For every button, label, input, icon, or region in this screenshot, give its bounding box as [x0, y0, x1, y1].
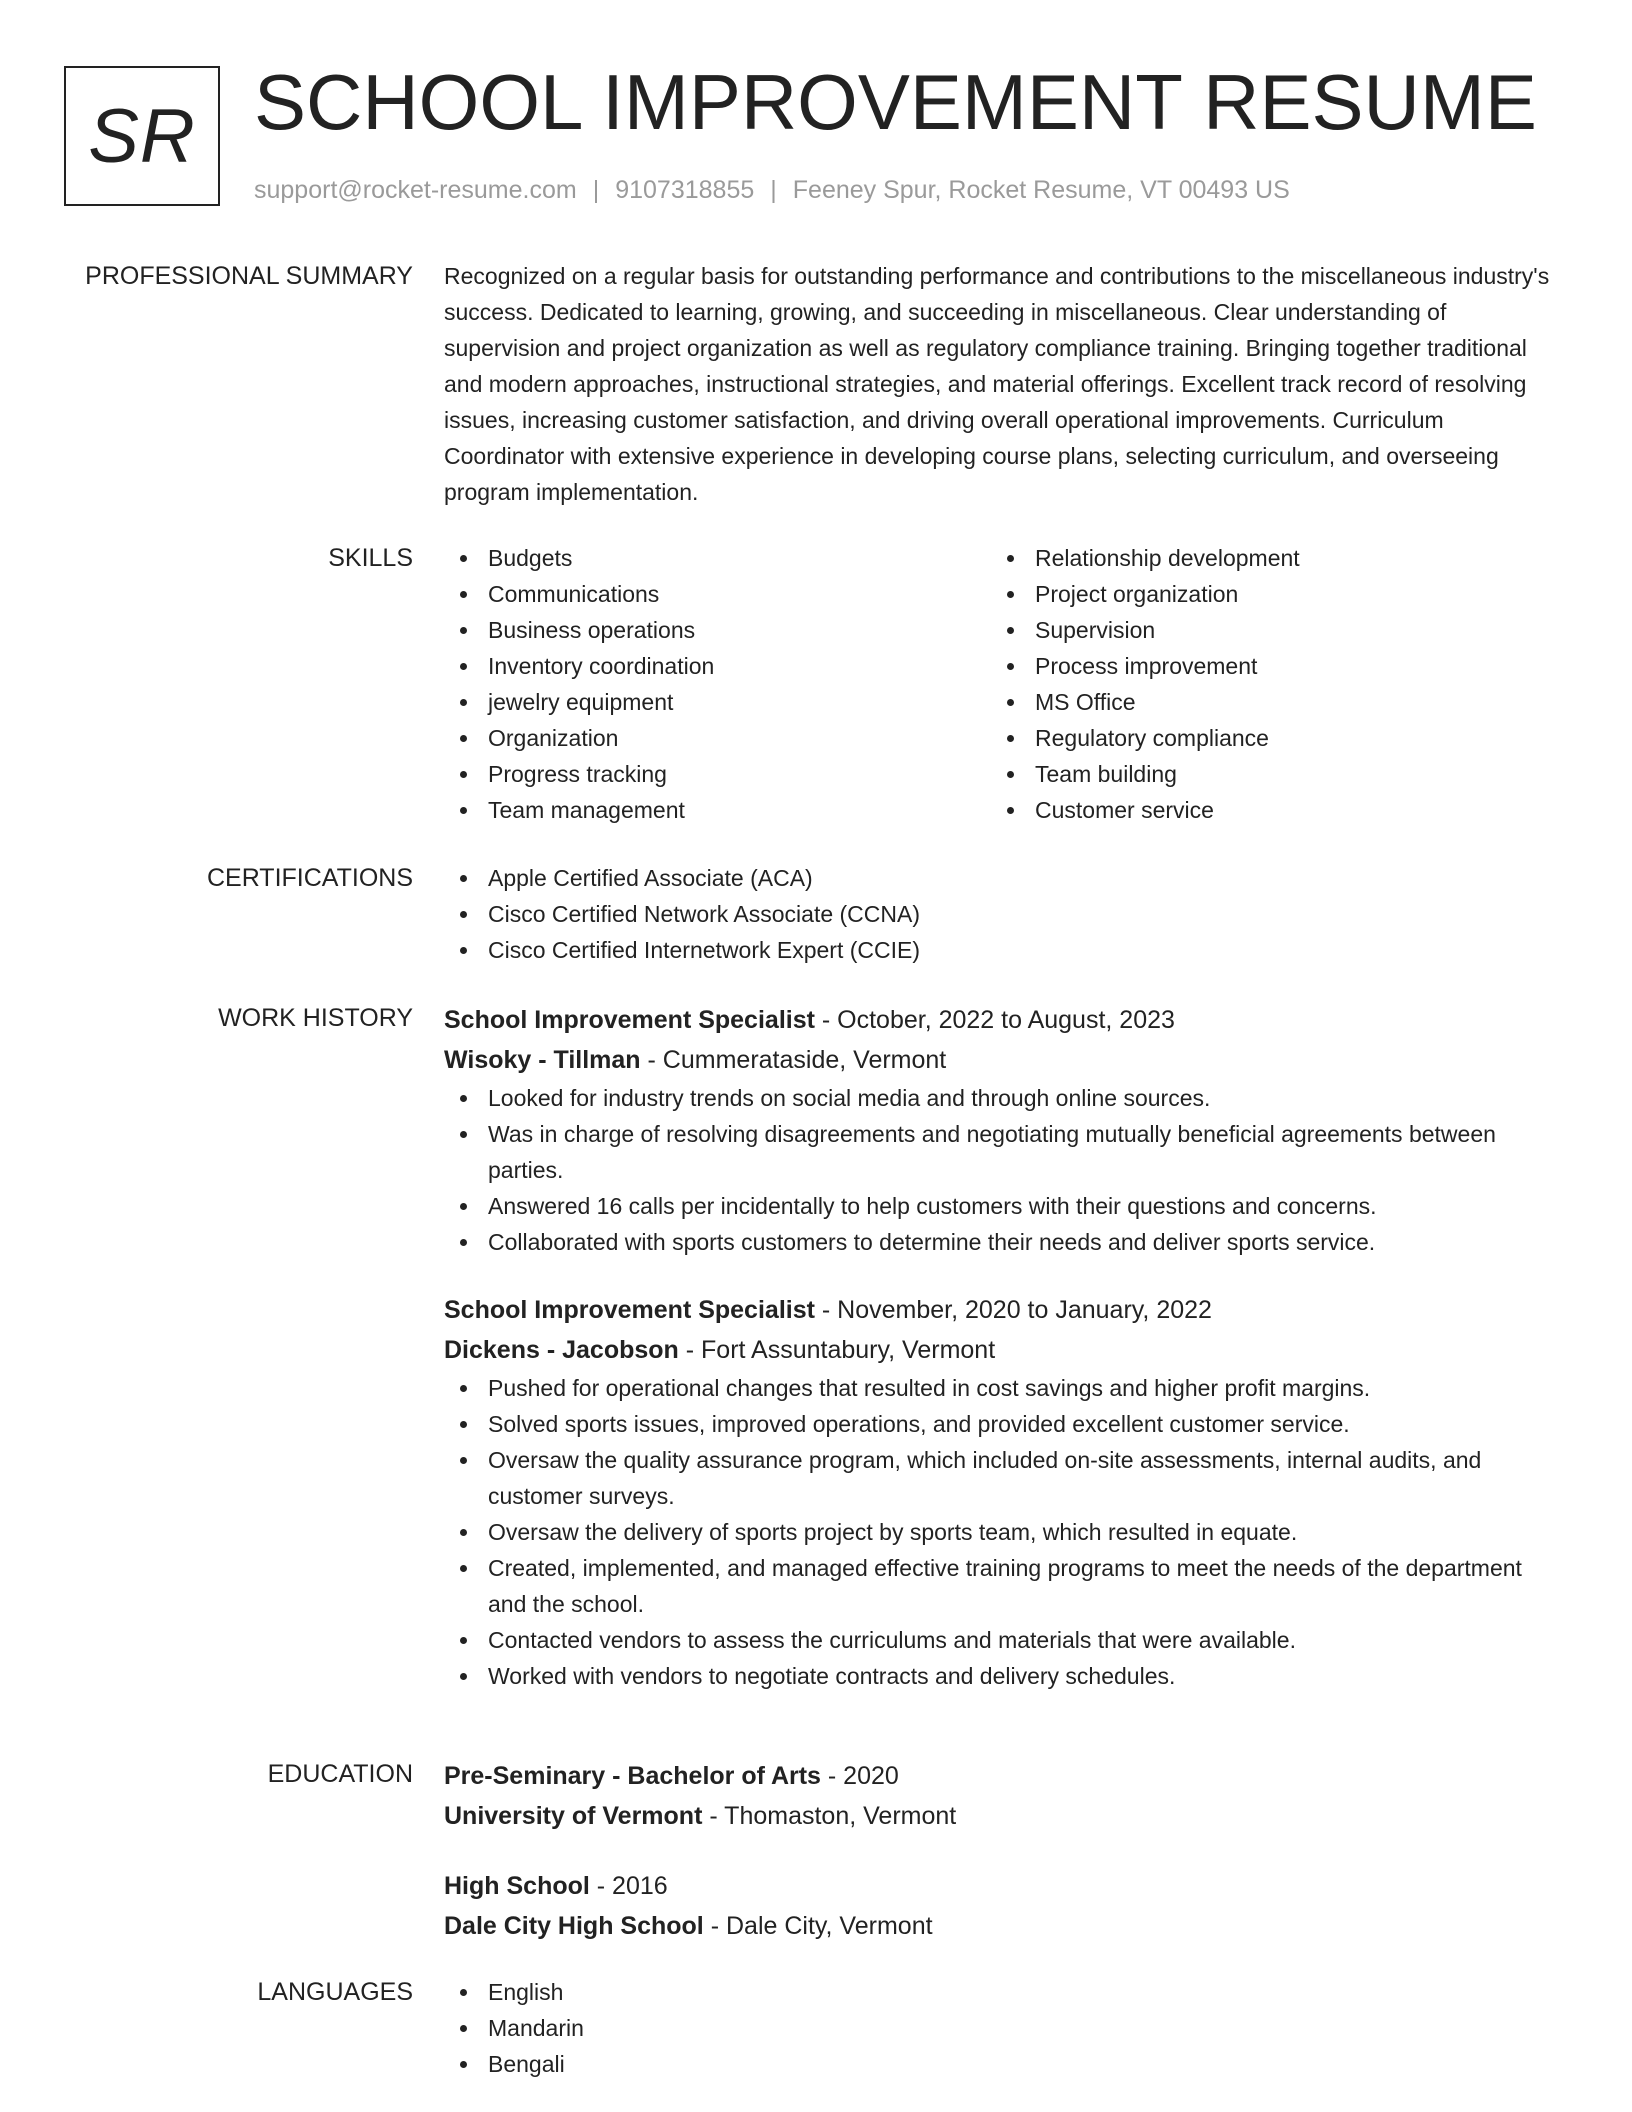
job-duty: Pushed for operational changes that resulted in cost savings and higher profit margins. — [444, 1370, 1564, 1406]
job-duty: Answered 16 calls per incidentally to help customers with their questions and concerns. — [444, 1188, 1564, 1224]
education-school: Dale City High School — [444, 1912, 704, 1940]
job-entry — [444, 1000, 1564, 1260]
skill-item: Supervision — [991, 612, 1538, 648]
skill-item: Relationship development — [991, 540, 1538, 576]
job-location: - Fort Assuntabury, Vermont — [678, 1336, 996, 1364]
monogram-logo — [64, 66, 220, 206]
job-duty: Contacted vendors to assess the curriculums and materials that were available. — [444, 1622, 1564, 1658]
skill-item: Progress tracking — [444, 756, 991, 792]
language-item: Bengali — [444, 2046, 1564, 2082]
education-location: - Dale City, Vermont — [703, 1912, 933, 1940]
section-label-languages: LANGUAGES — [257, 1978, 413, 2006]
skill-item: Customer service — [991, 792, 1538, 828]
job-duty: Oversaw the delivery of sports project by sports team, which resulted in equate. — [444, 1514, 1564, 1550]
job-company: Dickens - Jacobson — [444, 1336, 679, 1364]
education-school-line — [444, 1906, 1564, 1946]
certification-item: Cisco Certified Network Associate (CCNA) — [444, 896, 1564, 932]
education-school-line — [444, 1796, 1564, 1836]
job-duty: Collaborated with sports customers to determine their needs and deliver sports service. — [444, 1224, 1564, 1260]
education-year: - 2016 — [589, 1872, 668, 1900]
education-degree: Pre-Seminary - Bachelor of Arts — [444, 1762, 821, 1790]
skills-list-right — [991, 540, 1538, 828]
job-company: Wisoky - Tillman — [444, 1046, 641, 1074]
skill-item: Team management — [444, 792, 991, 828]
job-title-line — [444, 1290, 1564, 1330]
skill-item: Project organization — [991, 576, 1538, 612]
job-title-line — [444, 1000, 1564, 1040]
skill-item: MS Office — [991, 684, 1538, 720]
skill-item: Communications — [444, 576, 991, 612]
education-school: University of Vermont — [444, 1802, 703, 1830]
education-year: - 2020 — [820, 1762, 899, 1790]
section-label-work-history: WORK HISTORY — [218, 1004, 413, 1032]
job-duty: Worked with vendors to negotiate contracts and delivery schedules. — [444, 1658, 1564, 1694]
summary-text: Recognized on a regular basis for outstanding performance and contributions to the miscellaneous industry's success. Dedicated to learning, growing, and succeeding in miscellaneous. Clear understanding of supervision and project organization as well as regulatory compliance training. Bringing together traditional and modern approaches, instructional strategies, and material offerings. Excellent track record of resolving issues, increasing customer satisfaction, and driving overall operational improvements. Curriculum Coordinator with extensive experience in developing course plans, selecting curriculum, and overseeing program implementation. — [444, 263, 1550, 505]
contact-separator: | — [770, 176, 777, 204]
monogram-text: SR — [88, 93, 196, 179]
skill-item: Team building — [991, 756, 1538, 792]
job-duties-list — [444, 1080, 1564, 1260]
education-entry — [444, 1756, 1564, 1836]
languages-list — [444, 1974, 1564, 2082]
skill-item: Regulatory compliance — [991, 720, 1538, 756]
job-company-line — [444, 1040, 1564, 1080]
certification-item: Cisco Certified Internetwork Expert (CCIE) — [444, 932, 1564, 968]
skill-item: Process improvement — [991, 648, 1538, 684]
job-title: School Improvement Specialist — [444, 1006, 815, 1034]
job-location: - Cummerataside, Vermont — [640, 1046, 947, 1074]
section-label-education: EDUCATION — [267, 1760, 413, 1788]
education-entry — [444, 1866, 1564, 1946]
job-duty: Oversaw the quality assurance program, which included on-site assessments, internal audits, and customer surveys. — [444, 1442, 1564, 1514]
education-degree: High School — [444, 1872, 590, 1900]
job-duties-list — [444, 1370, 1564, 1694]
job-duty: Was in charge of resolving disagreements and negotiating mutually beneficial agreements between parties. — [444, 1116, 1564, 1188]
job-company-line — [444, 1330, 1564, 1370]
skill-item: jewelry equipment — [444, 684, 991, 720]
certification-item: Apple Certified Associate (ACA) — [444, 860, 1564, 896]
education-degree-line — [444, 1756, 1564, 1796]
language-item: Mandarin — [444, 2010, 1564, 2046]
job-dates: - October, 2022 to August, 2023 — [814, 1006, 1175, 1034]
skill-item: Inventory coordination — [444, 648, 991, 684]
contact-line — [254, 174, 1290, 206]
skill-item: Budgets — [444, 540, 991, 576]
job-duty: Looked for industry trends on social media and through online sources. — [444, 1080, 1564, 1116]
skill-item: Business operations — [444, 612, 991, 648]
education-location: - Thomaston, Vermont — [702, 1802, 957, 1830]
job-title: School Improvement Specialist — [444, 1296, 815, 1324]
skills-list-left — [444, 540, 991, 828]
section-label-certifications: CERTIFICATIONS — [206, 864, 413, 892]
contact-email: support@rocket-resume.com — [254, 176, 577, 204]
section-label-skills: SKILLS — [328, 544, 413, 572]
skill-item: Organization — [444, 720, 991, 756]
section-label-summary: PROFESSIONAL SUMMARY — [85, 262, 413, 290]
certifications-list — [444, 860, 1564, 968]
job-duty: Created, implemented, and managed effective training programs to meet the needs of the department and the school. — [444, 1550, 1564, 1622]
resume-title: SCHOOL IMPROVEMENT RESUME — [254, 58, 1537, 146]
contact-address: Feeney Spur, Rocket Resume, VT 00493 US — [792, 176, 1290, 204]
language-item: English — [444, 1974, 1564, 2010]
job-dates: - November, 2020 to January, 2022 — [814, 1296, 1212, 1324]
education-degree-line — [444, 1866, 1564, 1906]
job-duty: Solved sports issues, improved operations, and provided excellent customer service. — [444, 1406, 1564, 1442]
contact-separator: | — [592, 176, 600, 204]
contact-phone: 9107318855 — [615, 176, 755, 204]
job-entry — [444, 1290, 1564, 1694]
